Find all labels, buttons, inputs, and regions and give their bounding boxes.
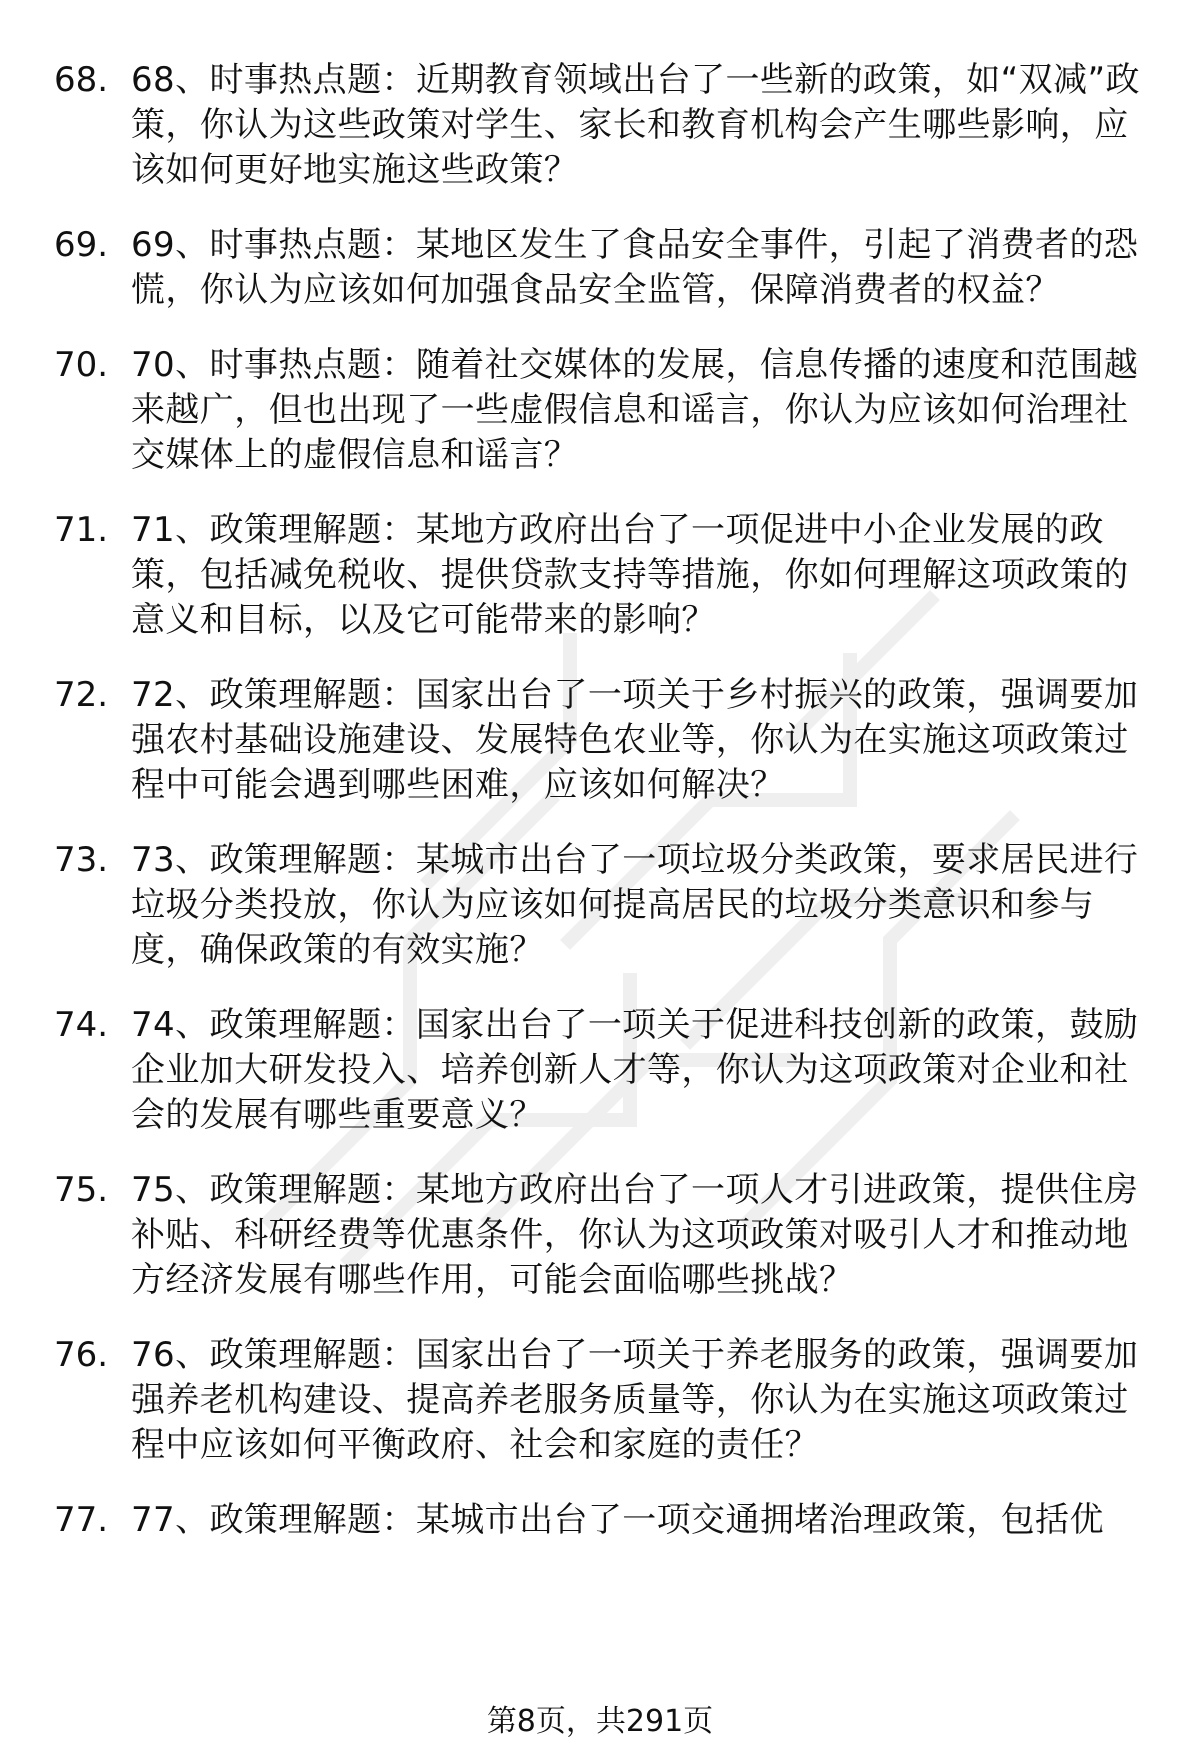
question-item xyxy=(0,1003,1200,1138)
question-number: 77. xyxy=(54,1500,109,1540)
question-number: 71. xyxy=(54,510,109,550)
question-text: 75、政策理解题：某地方政府出台了一项人才引进政策，提供住房补贴、科研经费等优惠条件，你认为这项政策对吸引人才和推动地方经济发展有哪些作用，可能会面临哪些挑战？ xyxy=(131,1170,1139,1300)
question-text: 71、政策理解题：某地方政府出台了一项促进中小企业发展的政策，包括减免税收、提供贷款支持等措施，你如何理解这项政策的意义和目标，以及它可能带来的影响？ xyxy=(131,510,1129,640)
question-text: 77、政策理解题：某城市出台了一项交通拥堵治理政策，包括优 xyxy=(131,1500,1104,1540)
question-item xyxy=(0,223,1200,313)
question-item xyxy=(0,1498,1200,1543)
question-item xyxy=(0,508,1200,643)
question-text: 73、政策理解题：某城市出台了一项垃圾分类政策，要求居民进行垃圾分类投放，你认为应该如何提高居民的垃圾分类意识和参与度，确保政策的有效实施？ xyxy=(131,840,1139,970)
question-number: 72. xyxy=(54,675,109,715)
question-number: 74. xyxy=(54,1005,109,1045)
question-text: 70、时事热点题：随着社交媒体的发展，信息传播的速度和范围越来越广，但也出现了一些虚假信息和谣言，你认为应该如何治理社交媒体上的虚假信息和谣言？ xyxy=(131,345,1139,475)
question-item xyxy=(0,1333,1200,1468)
question-number: 75. xyxy=(54,1170,109,1210)
question-item xyxy=(0,838,1200,973)
question-number: 73. xyxy=(54,840,109,880)
question-number: 68. xyxy=(54,60,109,100)
question-item xyxy=(0,1168,1200,1303)
question-item xyxy=(0,673,1200,808)
question-text: 72、政策理解题：国家出台了一项关于乡村振兴的政策，强调要加强农村基础设施建设、发展特色农业等，你认为在实施这项政策过程中可能会遇到哪些困难，应该如何解决？ xyxy=(131,675,1139,805)
question-number: 76. xyxy=(54,1335,109,1375)
question-item xyxy=(0,343,1200,478)
question-list xyxy=(0,58,1200,1573)
question-text: 69、时事热点题：某地区发生了食品安全事件，引起了消费者的恐慌，你认为应该如何加强食品安全监管，保障消费者的权益？ xyxy=(131,225,1139,310)
question-number: 69. xyxy=(54,225,109,265)
question-text: 74、政策理解题：国家出台了一项关于促进科技创新的政策，鼓励企业加大研发投入、培养创新人才等，你认为这项政策对企业和社会的发展有哪些重要意义？ xyxy=(131,1005,1139,1135)
page-number-footer: 第8页，共291页 xyxy=(486,1704,714,1739)
question-text: 68、时事热点题：近期教育领域出台了一些新的政策，如“双减”政策，你认为这些政策对学生、家长和教育机构会产生哪些影响，应该如何更好地实施这些政策？ xyxy=(131,60,1140,190)
question-number: 70. xyxy=(54,345,109,385)
question-text: 76、政策理解题：国家出台了一项关于养老服务的政策，强调要加强养老机构建设、提高养老服务质量等，你认为在实施这项政策过程中应该如何平衡政府、社会和家庭的责任？ xyxy=(131,1335,1139,1465)
question-item xyxy=(0,58,1200,193)
